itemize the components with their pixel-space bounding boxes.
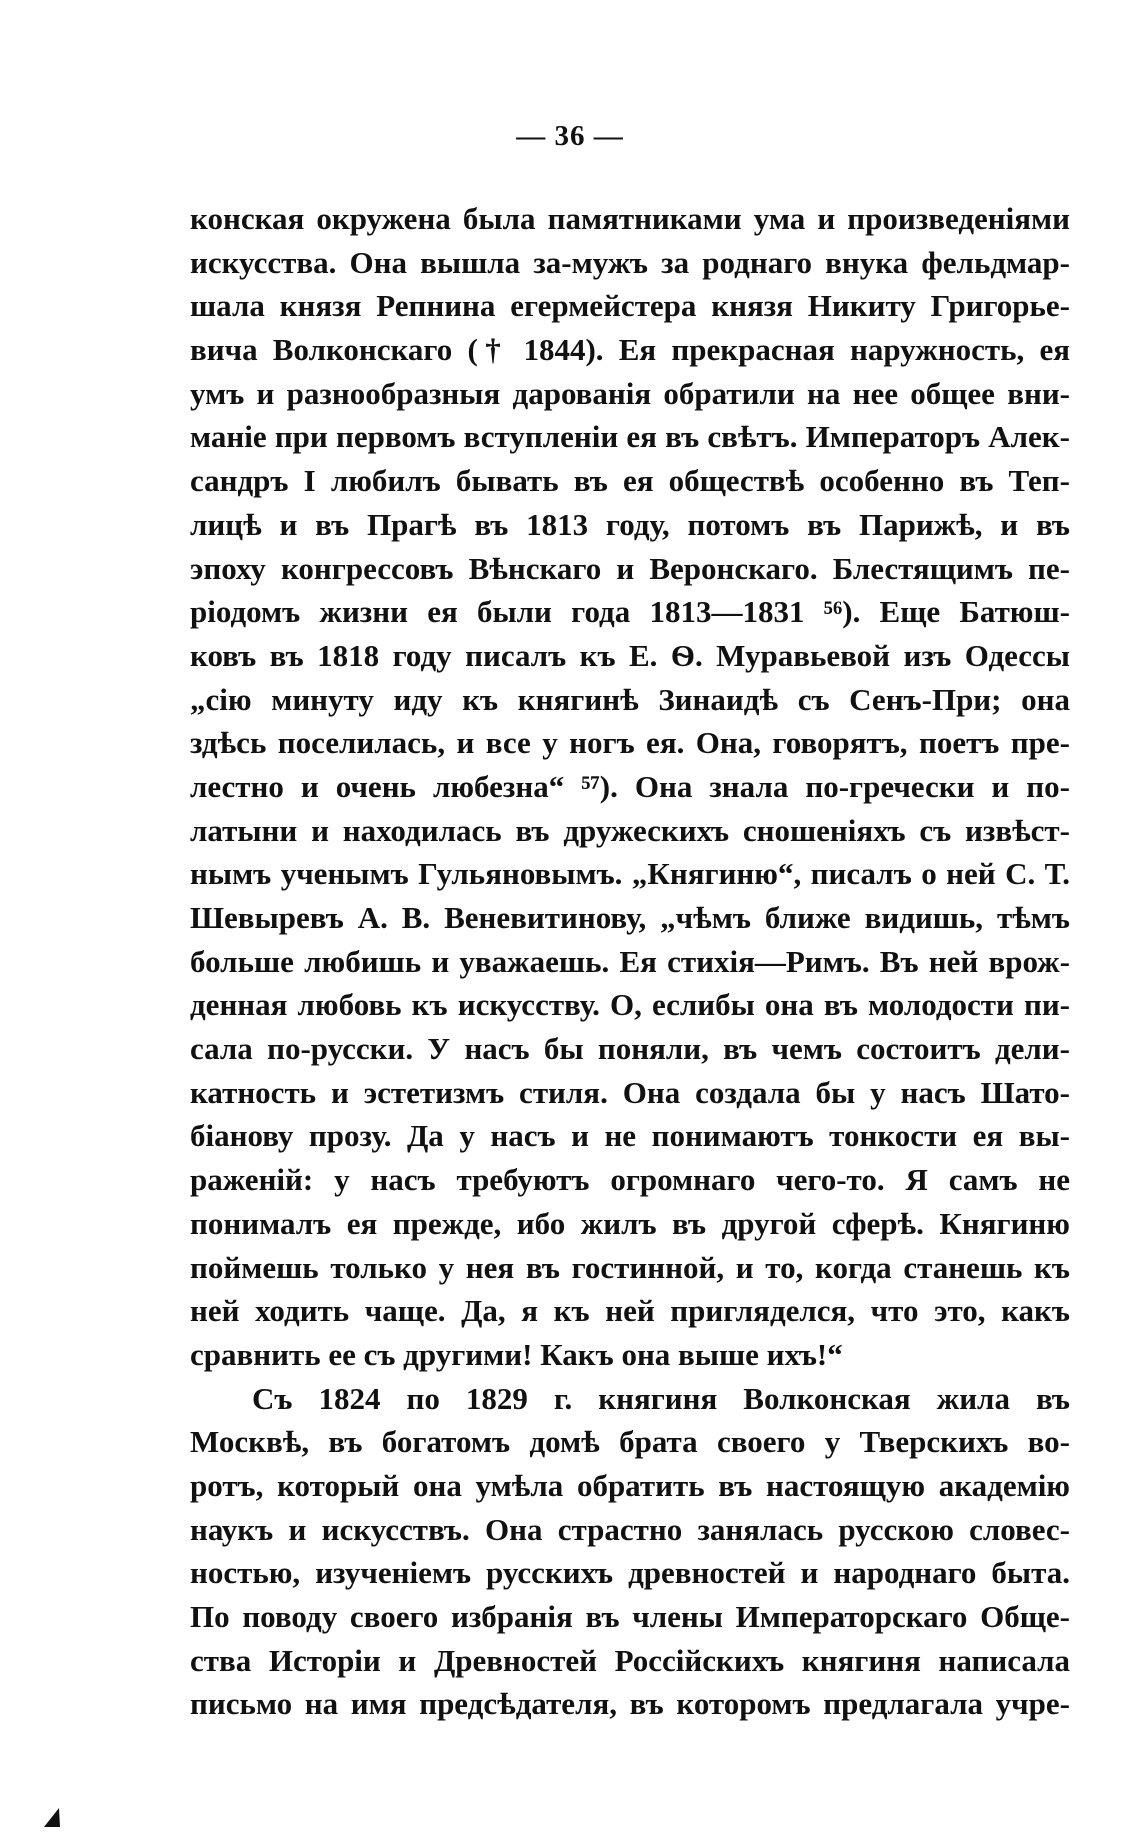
text-line: конская окружена была памятниками ума и произведеніями bbox=[190, 201, 1070, 236]
text-line: письмо на имя предсѣдателя, въ которомъ предлагала учре- bbox=[190, 1686, 1070, 1722]
text-line: лестно и очень любезна“ ⁵⁷). Она знала по-гречески и по- bbox=[190, 768, 1070, 804]
text-line: наукъ и искусствъ. Она страстно занялась русскою словес- bbox=[190, 1511, 1070, 1547]
text-line: Съ 1824 по 1829 г. княгиня Волконская жила въ bbox=[252, 1380, 1070, 1416]
text-line: искусства. Она вышла за-мужъ за роднаго внука фельдмар- bbox=[190, 244, 1070, 280]
text-line: здѣсь поселилась, и все у ногъ ея. Она, говорятъ, поетъ пре- bbox=[190, 725, 1070, 761]
text-line: маніе при первомъ вступленіи ея въ свѣтъ. Императоръ Алек- bbox=[190, 419, 1070, 455]
text-line: больше любишь и уважаешь. Ея стихія—Римъ. Въ ней врож- bbox=[190, 943, 1070, 979]
text-line: сравнить ее съ другими! Какъ она выше ихъ!“ bbox=[190, 1336, 843, 1372]
text-line: латыни и находилась въ дружескихъ сношеніяхъ съ извѣст- bbox=[190, 812, 1070, 848]
text-line: біанову прозу. Да у насъ и не понимаютъ тонкости ея вы- bbox=[190, 1118, 1070, 1154]
text-line: понималъ ея прежде, ибо жилъ въ другой сферѣ. Княгиню bbox=[190, 1205, 1070, 1241]
text-line: сандръ I любилъ бывать въ ея обществѣ особенно въ Теп- bbox=[190, 463, 1070, 499]
text-line: поймешь только у нея въ гостинной, и то, когда станешь къ bbox=[190, 1249, 1070, 1285]
text-line: сала по-русски. У насъ бы поняли, въ чемъ состоитъ дели- bbox=[190, 1031, 1070, 1067]
paragraph-1 bbox=[190, 197, 1070, 1377]
scan-corner-mark-icon bbox=[42, 1806, 62, 1828]
text-line: ротъ, который она умѣла обратить въ настоящую академію bbox=[190, 1467, 1070, 1503]
text-line: нымъ ученымъ Гульяновымъ. „Княгиню“, писалъ о ней С. Т. bbox=[190, 856, 1070, 892]
page-number: — 36 — bbox=[516, 120, 624, 152]
text-line: ностью, изученіемъ русскихъ древностей и народнаго быта. bbox=[190, 1555, 1070, 1591]
body-text bbox=[190, 197, 1070, 1726]
text-line: вича Волконскаго († 1844). Ея прекрасная наружность, ея bbox=[190, 332, 1070, 368]
text-line: шала князя Репнина егермейстера князя Никиту Григорье- bbox=[190, 288, 1070, 324]
text-line: раженій: у насъ требуютъ огромнаго чего-то. Я самъ не bbox=[190, 1162, 1070, 1198]
text-line: По поводу своего избранія въ члены Императорскаго Обще- bbox=[190, 1599, 1070, 1634]
text-line: „сію минуту иду къ княгинѣ Зинаидѣ съ Сенъ-При; она bbox=[190, 681, 1070, 717]
text-line: ріодомъ жизни ея были года 1813—1831 ⁵⁶). Еще Батюш- bbox=[190, 594, 1070, 630]
text-line: умъ и разнообразныя дарованія обратили на нее общее вни- bbox=[190, 375, 1070, 411]
text-line: эпоху конгрессовъ Вѣнскаго и Веронскаго. Блестящимъ пе- bbox=[190, 550, 1070, 586]
text-line: ства Исторіи и Древностей Россійскихъ княгиня написала bbox=[190, 1642, 1070, 1678]
paragraph-2 bbox=[190, 1377, 1070, 1727]
text-line: Шевыревъ А. В. Веневитинову, „чѣмъ ближе видишь, тѣмъ bbox=[190, 900, 1070, 935]
text-line: лицѣ и въ Прагѣ въ 1813 году, потомъ въ Парижѣ, и въ bbox=[190, 506, 1070, 542]
text-line: денная любовь къ искусству. О, еслибы она въ молодости пи- bbox=[190, 987, 1070, 1023]
text-line: Москвѣ, въ богатомъ домѣ брата своего у Тверскихъ во- bbox=[190, 1424, 1070, 1460]
text-line: ковъ въ 1818 году писалъ къ Е. Ѳ. Муравьевой изъ Одессы bbox=[190, 637, 1070, 673]
text-line: ней ходить чаще. Да, я къ ней пригляделся, что это, какъ bbox=[190, 1293, 1070, 1329]
text-line: катность и эстетизмъ стиля. Она создала бы у насъ Шато- bbox=[190, 1074, 1070, 1110]
